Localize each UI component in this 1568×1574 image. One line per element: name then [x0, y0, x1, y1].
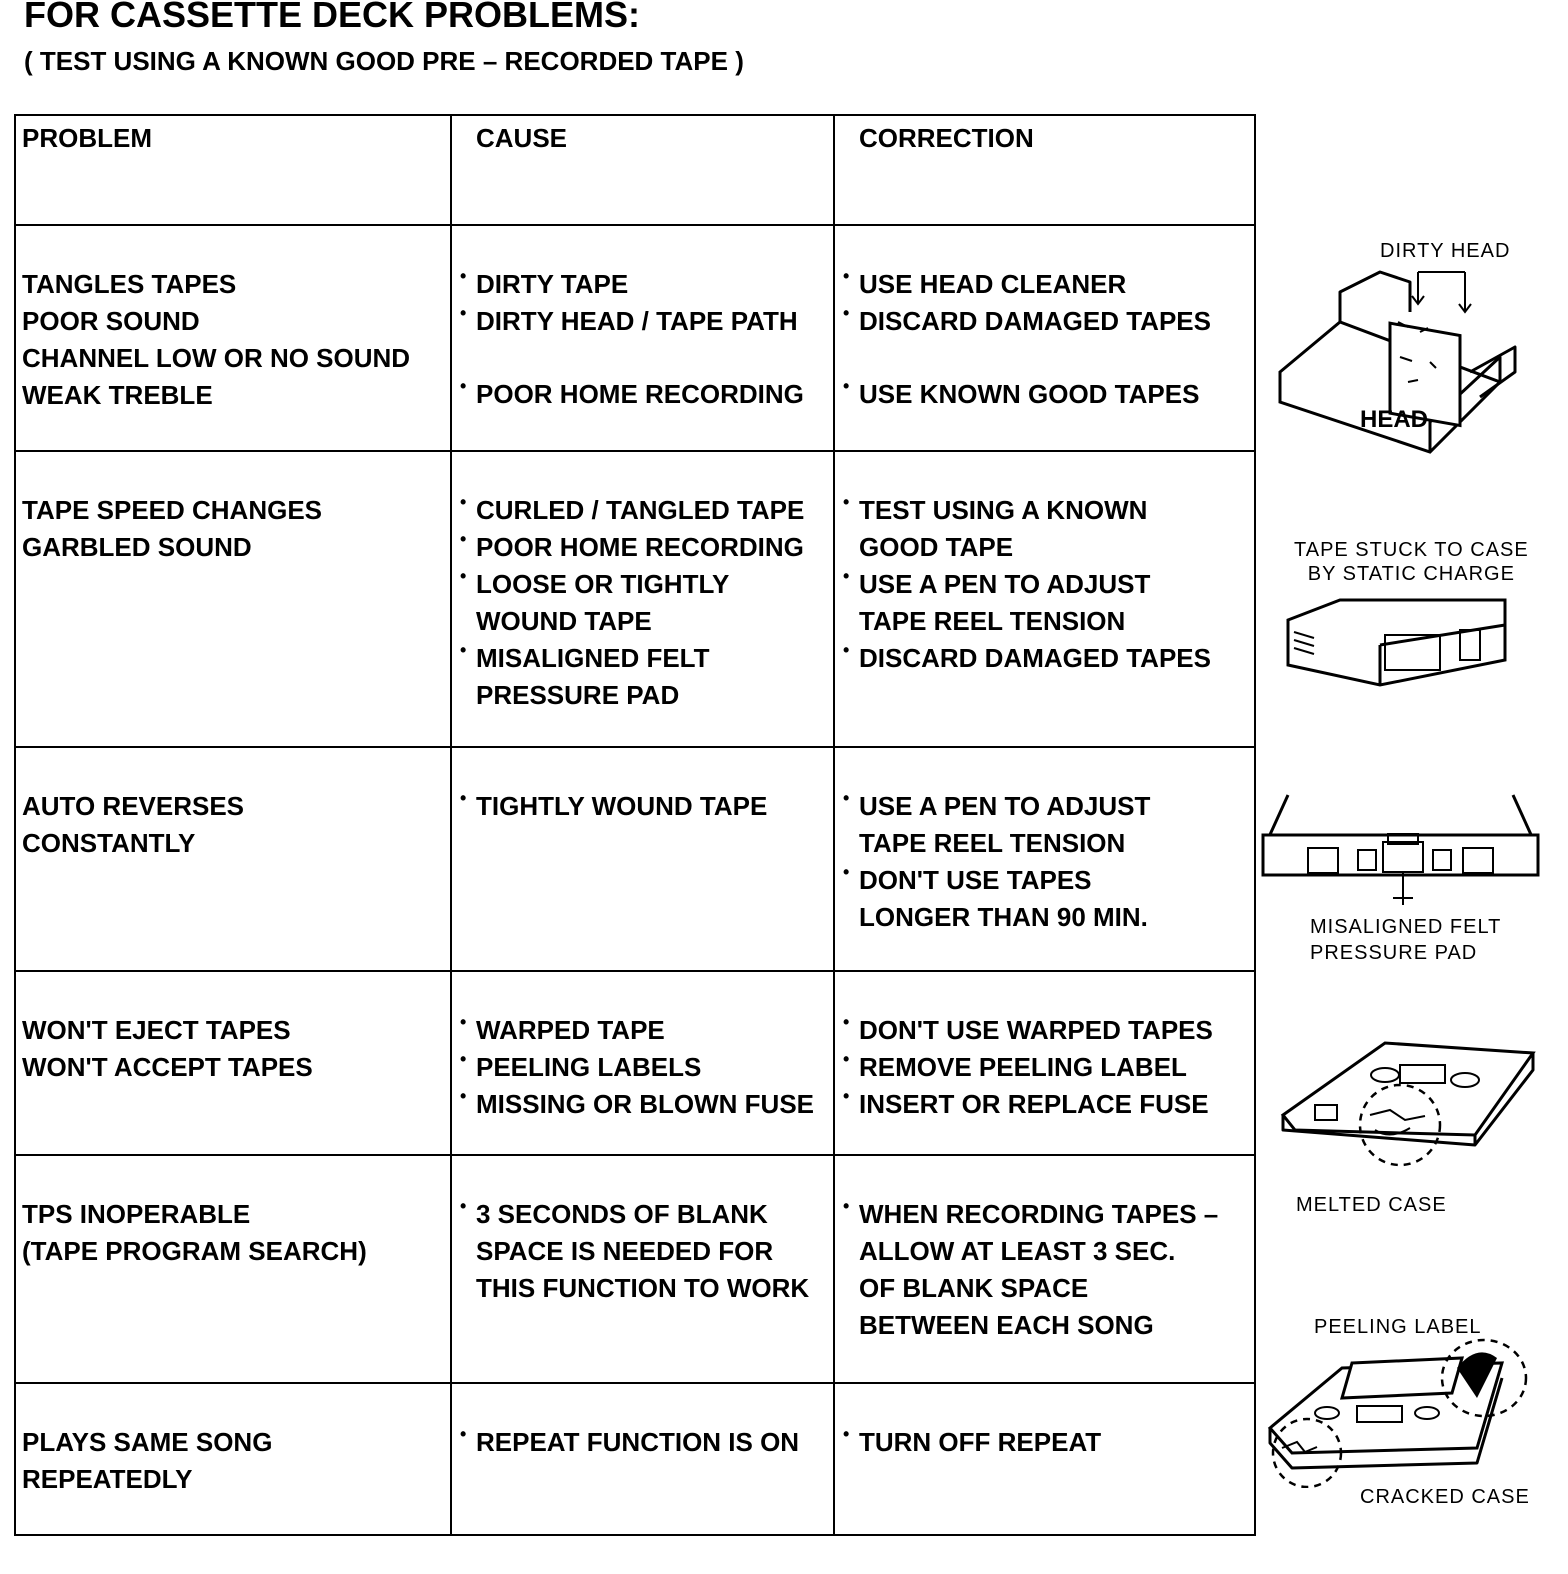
head-inner-label: HEAD	[1360, 406, 1429, 433]
problem-text: TANGLES TAPES	[22, 269, 237, 299]
cause-item: • POOR HOME RECORDING	[458, 529, 827, 566]
cracked-case-label: CRACKED CASE	[1360, 1486, 1530, 1508]
tape-head-icon	[1270, 262, 1540, 472]
table-row	[15, 225, 1255, 451]
correction-item-continued	[841, 1270, 1248, 1307]
cause-continuation: WOUND TAPE	[476, 606, 652, 636]
felt-pad-label-line: PRESSURE PAD	[1310, 942, 1478, 964]
correction-cell	[834, 1155, 1255, 1383]
correction-item-continued	[841, 603, 1248, 640]
table-row	[15, 1383, 1255, 1535]
correction-continuation: OF BLANK SPACE	[859, 1273, 1089, 1303]
column-header-cause: CAUSE	[451, 115, 834, 225]
cause-item-continued	[458, 677, 827, 714]
problem-text: TPS INOPERABLE	[22, 1199, 251, 1229]
problem-cell	[15, 451, 451, 747]
cause-item: • DIRTY HEAD / TAPE PATH	[458, 303, 827, 340]
table-row	[15, 451, 1255, 747]
problem-text: WON'T ACCEPT TAPES	[22, 1052, 313, 1082]
problem-text: REPEATEDLY	[22, 1464, 193, 1494]
cause-continuation: PRESSURE PAD	[476, 680, 680, 710]
cause-continuation: SPACE IS NEEDED FOR	[476, 1236, 774, 1266]
correction-item-continued	[841, 1233, 1248, 1270]
problem-cell	[15, 747, 451, 971]
correction-cell	[834, 971, 1255, 1155]
page-subtitle: ( TEST USING A KNOWN GOOD PRE – RECORDED TAPE )	[24, 46, 744, 76]
cassette-edge-icon	[1258, 790, 1548, 910]
correction-cell	[834, 1383, 1255, 1535]
correction-continuation: TAPE REEL TENSION	[859, 828, 1126, 858]
correction-item: • TURN OFF REPEAT	[841, 1424, 1248, 1461]
table-row	[15, 747, 1255, 971]
cause-item: • CURLED / TANGLED TAPE	[458, 492, 827, 529]
problem-text: WON'T EJECT TAPES	[22, 1015, 291, 1045]
correction-item: • TEST USING A KNOWN	[841, 492, 1248, 529]
cause-cell	[451, 971, 834, 1155]
problem-text: CHANNEL LOW OR NO SOUND	[22, 343, 411, 373]
correction-continuation: ALLOW AT LEAST 3 SEC.	[859, 1236, 1176, 1266]
correction-item: • WHEN RECORDING TAPES –	[841, 1196, 1248, 1233]
correction-cell	[834, 747, 1255, 971]
melted-cassette-icon	[1275, 1035, 1540, 1175]
correction-cell	[834, 451, 1255, 747]
cause-item: • REPEAT FUNCTION IS ON	[458, 1424, 827, 1461]
problem-text: PLAYS SAME SONG	[22, 1427, 273, 1457]
table-row	[15, 1155, 1255, 1383]
peeling-cassette-icon	[1262, 1338, 1532, 1488]
problem-cell	[15, 1383, 451, 1535]
cause-item-continued	[458, 603, 827, 640]
problem-cell	[15, 225, 451, 451]
correction-cell	[834, 225, 1255, 451]
static-charge-label	[1294, 538, 1529, 586]
dirty-head-label: DIRTY HEAD	[1380, 240, 1511, 262]
correction-item: • DON'T USE WARPED TAPES	[841, 1012, 1248, 1049]
cause-item: • MISSING OR BLOWN FUSE	[458, 1086, 827, 1123]
cause-item: • TIGHTLY WOUND TAPE	[458, 788, 827, 825]
correction-continuation: BETWEEN EACH SONG	[859, 1310, 1154, 1340]
correction-continuation: GOOD TAPE	[859, 532, 1014, 562]
static-charge-label-line: TAPE STUCK TO CASE	[1294, 539, 1529, 561]
correction-item: • USE A PEN TO ADJUST	[841, 788, 1248, 825]
cause-item-continued	[458, 1270, 827, 1307]
problem-text: AUTO REVERSES	[22, 791, 245, 821]
correction-item: • DON'T USE TAPES	[841, 862, 1248, 899]
correction-continuation: LONGER THAN 90 MIN.	[859, 902, 1148, 932]
correction-item-continued	[841, 1307, 1248, 1344]
problem-cell	[15, 1155, 451, 1383]
correction-item: • REMOVE PEELING LABEL	[841, 1049, 1248, 1086]
problem-text: (TAPE PROGRAM SEARCH)	[22, 1236, 367, 1266]
melted-case-label: MELTED CASE	[1296, 1194, 1447, 1216]
cause-cell	[451, 225, 834, 451]
correction-item-continued	[841, 825, 1248, 862]
cause-cell	[451, 1383, 834, 1535]
cause-item-continued	[458, 1233, 827, 1270]
correction-continuation: TAPE REEL TENSION	[859, 606, 1126, 636]
cause-item: • POOR HOME RECORDING	[458, 376, 827, 413]
cause-item: • LOOSE OR TIGHTLY	[458, 566, 827, 603]
problem-text: POOR SOUND	[22, 306, 200, 336]
cause-cell	[451, 1155, 834, 1383]
cause-item: • PEELING LABELS	[458, 1049, 827, 1086]
problem-text: WEAK TREBLE	[22, 380, 213, 410]
cause-item: • WARPED TAPE	[458, 1012, 827, 1049]
problem-text: GARBLED SOUND	[22, 532, 252, 562]
correction-item: • INSERT OR REPLACE FUSE	[841, 1086, 1248, 1123]
correction-item: • USE KNOWN GOOD TAPES	[841, 376, 1248, 413]
felt-pad-label	[1310, 914, 1501, 966]
correction-item: • DISCARD DAMAGED TAPES	[841, 640, 1248, 677]
felt-pad-label-line: MISALIGNED FELT	[1310, 916, 1502, 938]
static-charge-label-line: BY STATIC CHARGE	[1307, 563, 1515, 585]
cause-item: • 3 SECONDS OF BLANK	[458, 1196, 827, 1233]
table-header-row	[15, 115, 1255, 225]
cause-continuation: THIS FUNCTION TO WORK	[476, 1273, 810, 1303]
correction-item: • DISCARD DAMAGED TAPES	[841, 303, 1248, 340]
cause-cell	[451, 451, 834, 747]
troubleshooting-table	[14, 114, 1256, 1536]
cassette-case-icon	[1280, 590, 1520, 700]
column-header-correction: CORRECTION	[834, 115, 1255, 225]
correction-item-continued	[841, 529, 1248, 566]
column-header-problem: PROBLEM	[15, 115, 451, 225]
cause-item: • MISALIGNED FELT	[458, 640, 827, 677]
cause-item: • DIRTY TAPE	[458, 266, 827, 303]
correction-item-continued	[841, 899, 1248, 936]
table-row	[15, 971, 1255, 1155]
problem-cell	[15, 971, 451, 1155]
cause-cell	[451, 747, 834, 971]
problem-text: TAPE SPEED CHANGES	[22, 495, 323, 525]
page-title: FOR CASSETTE DECK PROBLEMS:	[24, 0, 641, 35]
correction-item: • USE HEAD CLEANER	[841, 266, 1248, 303]
problem-text: CONSTANTLY	[22, 828, 196, 858]
peeling-label-label: PEELING LABEL	[1314, 1316, 1482, 1338]
correction-item: • USE A PEN TO ADJUST	[841, 566, 1248, 603]
